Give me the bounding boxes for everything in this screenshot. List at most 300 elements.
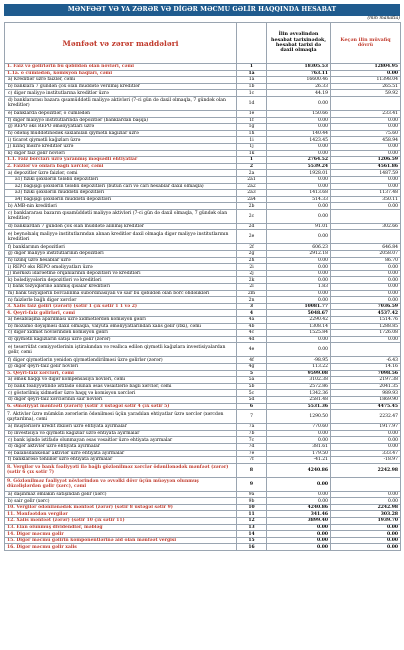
row-previous-value: 302.66: [331, 223, 401, 230]
row-label: a) əmək haqqı və digər kompensasiya növləri, cəmi: [5, 377, 237, 384]
table-row: [5, 290, 401, 297]
row-label: g) REPO əks REPO əməliyyatları üzrə: [5, 124, 237, 131]
row-previous-value: 1288.85: [331, 323, 401, 330]
table-row: [5, 544, 401, 551]
row-previous-value: 12804.95: [331, 64, 401, 71]
table-header-row: [5, 23, 401, 64]
row-code: 2k: [237, 277, 267, 284]
unit-label: (min manatla): [367, 16, 400, 21]
row-code: 1j: [237, 143, 267, 150]
row-previous-value: 0.00: [331, 183, 401, 190]
table-row: [5, 70, 401, 77]
row-previous-value: 0.00: [331, 284, 401, 291]
row-previous-value: 1514.76: [331, 317, 401, 324]
row-current-value: 0.00: [267, 537, 331, 544]
header-code: [237, 23, 267, 64]
row-label: 6. Əməliyyat mənfəəti (zərəri) (sətir 3 üstəgəl sətir 4 çıx sətir 5): [5, 403, 237, 410]
table-row: [5, 124, 401, 131]
table-row: [5, 511, 401, 518]
row-current-value: 0.00: [267, 264, 331, 271]
row-current-value: 2572.86: [267, 383, 331, 390]
row-current-value: 5048.67: [267, 310, 331, 317]
row-label: b) investisiya və qiymətli kağızlar üzrə ehtiyata ayırmalar: [5, 430, 237, 437]
row-code: 4f: [237, 357, 267, 364]
row-code: 5d: [237, 396, 267, 403]
row-current-value: 5539.24: [267, 163, 331, 170]
table-row: [5, 90, 401, 97]
row-label: n) faizlərlə bağlı digər xərclər: [5, 297, 237, 304]
row-previous-value: 7036.59: [331, 303, 401, 310]
row-current-value: 0.00: [267, 430, 331, 437]
header-name: Mənfəət və zərər maddələri: [5, 23, 237, 64]
row-code: 2b: [237, 203, 267, 210]
row-label: f) digər maliyyə institutlarında depozitlər (banklardan başqa): [5, 117, 237, 124]
row-label: a) hesablaşma aparılması üzrə xidmətlərdən komisyon gəliri: [5, 317, 237, 324]
row-code: 7c: [237, 437, 267, 444]
row-previous-value: 0.00: [331, 270, 401, 277]
row-current-value: 4240.86: [267, 463, 331, 477]
row-current-value: 0.00: [267, 277, 331, 284]
row-label: d) qiymətli kağızların satışı üzrə gəlir (zərər): [5, 336, 237, 343]
table-row: [5, 257, 401, 264]
row-code: 2i: [237, 264, 267, 271]
row-previous-value: 0.00: [331, 277, 401, 284]
row-label: a) depozitlər üzrə faizlər, cəmi: [5, 170, 237, 177]
table-row: [5, 244, 401, 251]
row-label: a1) fiziki şəxslərin tələbli depozitləri: [5, 176, 237, 183]
table-row: [5, 491, 401, 498]
row-current-value: 0.00: [267, 124, 331, 131]
row-code: 5b: [237, 383, 267, 390]
row-code: 9b: [237, 498, 267, 505]
table-row: [5, 524, 401, 531]
row-current-value: 2581.48: [267, 396, 331, 403]
row-code: 1g: [237, 124, 267, 131]
table-row: [5, 203, 401, 210]
row-label: a) Kreditlər üzrə faizlər, cəmi: [5, 77, 237, 84]
row-label: d) digər aktivlər üzrə ehtiyata ayırmalar: [5, 443, 237, 450]
row-label: a4) bağışığı şəxslərin müddətli depozitləri: [5, 196, 237, 203]
row-current-value: 0.00: [267, 117, 331, 124]
row-previous-value: 75.60: [331, 130, 401, 137]
row-current-value: 0.00: [267, 498, 331, 505]
table-row: [5, 383, 401, 390]
row-current-value: -41.21: [267, 457, 331, 464]
row-current-value: 1928.01: [267, 170, 331, 177]
row-label: 11. Mənfəətdən vergilər: [5, 511, 237, 518]
table-row: [5, 297, 401, 304]
table-row: [5, 336, 401, 343]
row-previous-value: 59.92: [331, 90, 401, 97]
row-previous-value: 0.00: [331, 176, 401, 183]
row-code: 2a2: [237, 183, 267, 190]
row-current-value: 0.00: [267, 209, 331, 223]
row-code: 14: [237, 531, 267, 538]
table-row: [5, 157, 401, 164]
row-label: 10. Vergilər ödənilənədək mənfəət (zərər) (sətir 8 üstəgəl sətir 9): [5, 504, 237, 511]
row-label: a3) fiziki şəxslərin müddətli depozitləri: [5, 190, 237, 197]
row-current-value: 0.00: [267, 437, 331, 444]
row-code: 2a1: [237, 176, 267, 183]
row-code: 3: [237, 303, 267, 310]
row-current-value: 2290.42: [267, 317, 331, 324]
table-row: [5, 477, 401, 491]
row-label: c) göstərilmiş xidmətlər üzrə haqq və komisyon xərcləri: [5, 390, 237, 397]
table-row: [5, 137, 401, 144]
row-previous-value: 646.84: [331, 244, 401, 251]
row-code: 11: [237, 511, 267, 518]
row-current-value: 0.00: [267, 343, 331, 357]
table-row: [5, 170, 401, 177]
row-label: l) bank təzyiqlərinə alınmış qısalar kreditləri: [5, 284, 237, 291]
row-label: c) digər maliyyə institutlarına kreditlər üzrə: [5, 90, 237, 97]
table-row: [5, 277, 401, 284]
row-previous-value: 0.00: [331, 297, 401, 304]
row-previous-value: 0.00: [331, 537, 401, 544]
row-label: g) digər qeyri-faiz gəlir növləri: [5, 363, 237, 370]
row-current-value: 0.00: [267, 176, 331, 183]
row-label: b) banklara 7 gündən çox olan müddətə verilmiş kreditlər: [5, 83, 237, 90]
row-label: m) bank təzyiqlərin borcalınma subordinasiyalı və sair bu qəbildən olan borc öhdəlikləri: [5, 290, 237, 297]
table-row: [5, 190, 401, 197]
row-label: 1. Faiz və gəlirlərin bu qəbildən olan növləri, cəmi: [5, 64, 237, 71]
row-current-value: 0.00: [267, 336, 331, 343]
table-row: [5, 390, 401, 397]
table-row: [5, 77, 401, 84]
row-current-value: 0.00: [267, 203, 331, 210]
table-row: [5, 110, 401, 117]
row-previous-value: 2232.47: [331, 410, 401, 424]
row-code: 7f: [237, 457, 267, 464]
row-previous-value: 1206.59: [331, 157, 401, 164]
row-label: d) banklararası bazara qısamüddətli maliyyə aktivləri (7-ci gün də daxil olmaqla, 7 gündək olan kreditlər): [5, 96, 237, 110]
row-code: 2m: [237, 290, 267, 297]
row-code: 1d: [237, 96, 267, 110]
row-code: 1a: [237, 70, 267, 77]
row-previous-value: 2242.98: [331, 463, 401, 477]
row-previous-value: 0.00: [331, 117, 401, 124]
row-code: 1b: [237, 83, 267, 90]
row-previous-value: 0.00: [331, 264, 401, 271]
table-row: [5, 117, 401, 124]
row-previous-value: 0.00: [331, 336, 401, 343]
row-code: 7b: [237, 430, 267, 437]
row-code: 1i: [237, 137, 267, 144]
row-label: i) ticarət qiymətli kağızları üzrə: [5, 137, 237, 144]
row-code: 2c: [237, 209, 267, 223]
table-row: [5, 183, 401, 190]
table-body: [5, 64, 401, 551]
row-current-value: 5531.36: [267, 403, 331, 410]
row-current-value: 770.60: [267, 424, 331, 431]
row-previous-value: 350.11: [331, 196, 401, 203]
row-label: a) daşınmaz əmlakın satışından gəlir (xərc): [5, 491, 237, 498]
row-code: 1k: [237, 150, 267, 157]
table-row: [5, 518, 401, 525]
row-code: 1a: [237, 77, 267, 84]
table-row: [5, 64, 401, 71]
row-code: 5: [237, 370, 267, 377]
row-code: 2a3: [237, 190, 267, 197]
row-current-value: 150.66: [267, 110, 331, 117]
row-code: 1: [237, 64, 267, 71]
row-previous-value: 4561.86: [331, 163, 401, 170]
row-label: b) mozamo dəyişməsi daxil olmaqla, valyuta əməliyyatlarından xalis gəlir (itki), cəmi: [5, 323, 237, 330]
table-row: [5, 437, 401, 444]
row-previous-value: 0.00: [331, 430, 401, 437]
row-code: 5a: [237, 377, 267, 384]
row-current-value: 0.00: [267, 257, 331, 264]
row-code: 6: [237, 403, 267, 410]
row-current-value: 113.22: [267, 363, 331, 370]
row-current-value: 140.44: [267, 130, 331, 137]
row-current-value: 1342.36: [267, 390, 331, 397]
row-label: 16. Digər məcmu gəlir xalis: [5, 544, 237, 551]
row-label: 4. Qeyri-faiz gəlirləri, cəmi: [5, 310, 237, 317]
row-label: c) digər xidmət növlərindən komisyon gəliri: [5, 330, 237, 337]
table-row: [5, 143, 401, 150]
table-row: [5, 443, 401, 450]
table-row: [5, 396, 401, 403]
row-current-value: 0.00: [267, 230, 331, 244]
row-previous-value: 989.93: [331, 390, 401, 397]
row-label: e) beynəlxalq maliyyə institutlarından alınan kreditlər daxil olmaqla digər maliyyə institutlarının kreditləri: [5, 230, 237, 244]
row-current-value: 0.00: [267, 270, 331, 277]
row-code: 12: [237, 518, 267, 525]
row-code: 1: [237, 157, 267, 164]
row-current-value: 16600.46: [267, 77, 331, 84]
row-label: g) digər maliyyə institutlarının depozitləri: [5, 251, 237, 258]
table-row: [5, 323, 401, 330]
table-row: [5, 370, 401, 377]
row-code: 4a: [237, 317, 267, 324]
row-previous-value: [331, 230, 401, 244]
row-code: 4: [237, 310, 267, 317]
row-current-value: 18305.53: [267, 64, 331, 71]
row-label: a) müştərilərə kredit itkiləri üzrə ehtiyata ayırmalar: [5, 424, 237, 431]
row-code: 9: [237, 477, 267, 491]
row-code: 10: [237, 504, 267, 511]
row-previous-value: 0.00: [331, 498, 401, 505]
row-label: c) banklararası bazarın qısamüddətli maliyyə aktivləri (7-ci gün də daxil olmaqla, 7 gündək olan kreditlər): [5, 209, 237, 223]
table-row: [5, 230, 401, 244]
table-row: [5, 531, 401, 538]
table-row: [5, 450, 401, 457]
header-previous-period: Keçən ilin müvafiq dövrü: [331, 23, 401, 64]
row-code: 4d: [237, 336, 267, 343]
row-previous-value: [331, 96, 401, 110]
row-previous-value: 333.47: [331, 450, 401, 457]
table-row: [5, 357, 401, 364]
row-code: 2d: [237, 223, 267, 230]
table-row: [5, 430, 401, 437]
row-label: a2) bağışığı şəxslərin tələbli depozitləri (bütün cari və cari hesablar daxil olmaqla): [5, 183, 237, 190]
row-current-value: 4240.86: [267, 504, 331, 511]
row-label: e) təsərrüfat cəmiyyətlərinin iştirakından və reallıca edilən qiymətli kağızlara investisiyalardan gəlir, cəmi: [5, 343, 237, 357]
row-current-value: 44.19: [267, 90, 331, 97]
row-code: 4c: [237, 330, 267, 337]
table-row: [5, 83, 401, 90]
table-row: [5, 150, 401, 157]
row-previous-value: 0.00: [331, 70, 401, 77]
row-code: 2j: [237, 270, 267, 277]
row-current-value: 2764.52: [267, 157, 331, 164]
row-previous-value: 265.51: [331, 83, 401, 90]
row-previous-value: 458.94: [331, 137, 401, 144]
row-previous-value: 2242.98: [331, 504, 401, 511]
row-code: 2a4: [237, 196, 267, 203]
row-current-value: 1290.50: [267, 410, 331, 424]
row-current-value: 1413.68: [267, 190, 331, 197]
row-code: 16: [237, 544, 267, 551]
row-current-value: 1525.84: [267, 330, 331, 337]
row-current-value: -98.95: [267, 357, 331, 364]
row-code: 2e: [237, 230, 267, 244]
report-title: MƏNFƏƏT VƏ YA ZƏRƏR VƏ DİGƏR MƏCMU GƏLİR HAQQINDA HESABAT: [4, 4, 400, 16]
table-row: [5, 196, 401, 203]
row-previous-value: 0.00: [331, 290, 401, 297]
table-row: [5, 176, 401, 183]
table-row: [5, 498, 401, 505]
row-current-value: 91.01: [267, 223, 331, 230]
row-code: 8: [237, 463, 267, 477]
row-previous-value: 1137.48: [331, 190, 401, 197]
row-code: 1h: [237, 130, 267, 137]
row-current-value: 0.00: [267, 290, 331, 297]
row-label: 14. Digər məcmu gəlir: [5, 531, 237, 538]
row-previous-value: 1939.70: [331, 518, 401, 525]
table-row: [5, 223, 401, 230]
table-row: [5, 251, 401, 258]
row-previous-value: 7098.56: [331, 370, 401, 377]
row-label: 7. Aktivlər üzrə mümkün zərərlərin ödənilməsi üçün yaradılan ehtiyatlar üzrə xərclər (xərcdən qaytarılma), cəmi: [5, 410, 237, 424]
row-current-value: 0.00: [267, 531, 331, 538]
table-row: [5, 330, 401, 337]
row-label: 1.1. Faiz borcları üzrə yaranmış məqsədli ehtiyatlar: [5, 157, 237, 164]
row-code: 1c: [237, 90, 267, 97]
row-previous-value: -6.43: [331, 357, 401, 364]
row-code: 7: [237, 410, 267, 424]
row-label: i) REPO əks REPO əməliyyatları üzrə: [5, 264, 237, 271]
row-current-value: 606.23: [267, 244, 331, 251]
table-row: [5, 96, 401, 110]
row-code: 7a: [237, 424, 267, 431]
row-label: f) digər qiymətlərin yenidən qiymətləndirilməsi üzrə gəlirlər (zərər): [5, 357, 237, 364]
row-label: j) lizinq məzrə kreditlər üzrə: [5, 143, 237, 150]
row-label: 13. Elan olunmuş dividendlər, məbləğ: [5, 524, 237, 531]
row-label: 9. Gözlənilməz fəaliyyət növlərindən və əvvəlki dövr üçün müəyyən olunmuş düzəlişlərdən gəlir (xərc), cəmi: [5, 477, 237, 491]
row-current-value: 0.00: [267, 183, 331, 190]
row-current-value: 0.00: [267, 96, 331, 110]
row-label: 15. Digər məcmu gəlirin komponentlərinə aid olan mənfəət vergisi: [5, 537, 237, 544]
row-previous-value: 0.00: [331, 443, 401, 450]
row-code: 4b: [237, 323, 267, 330]
table-row: [5, 363, 401, 370]
row-current-value: 9599.08: [267, 370, 331, 377]
row-label: 12. Xalis mənfəət (zərər) (sətir 10 çıx sətir 11): [5, 518, 237, 525]
row-code: 15: [237, 537, 267, 544]
row-current-value: 1423.45: [267, 137, 331, 144]
row-code: 2: [237, 163, 267, 170]
row-current-value: 26.33: [267, 83, 331, 90]
table-row: [5, 504, 401, 511]
row-code: 5c: [237, 390, 267, 397]
row-current-value: 179.50: [267, 450, 331, 457]
row-current-value: 3102.38: [267, 377, 331, 384]
row-previous-value: 2197.38: [331, 377, 401, 384]
row-previous-value: 0.00: [331, 531, 401, 538]
row-previous-value: 2041.35: [331, 383, 401, 390]
row-label: 3. Xalis faiz gəliri (zərəri) (sətir 1 çıx sətir 1 1 və 2): [5, 303, 237, 310]
row-label: c) bank işində istifadə olunmayan əsas vəsaitlər üzrə ehtiyata ayırmalar: [5, 437, 237, 444]
table-row: [5, 310, 401, 317]
row-code: 2a: [237, 170, 267, 177]
row-current-value: 2912.18: [267, 251, 331, 258]
row-previous-value: 0.00: [331, 143, 401, 150]
row-code: 2h: [237, 257, 267, 264]
row-current-value: 0.00: [267, 150, 331, 157]
row-code: 7d: [237, 443, 267, 450]
row-previous-value: -18.97: [331, 457, 401, 464]
row-label: d) digər qeyri-faiz xərclərinin sair növləri: [5, 396, 237, 403]
row-previous-value: 14.16: [331, 363, 401, 370]
table-row: [5, 377, 401, 384]
row-previous-value: 86.70: [331, 257, 401, 264]
table-row: [5, 303, 401, 310]
row-current-value: 763.11: [267, 70, 331, 77]
row-previous-value: 0.00: [331, 124, 401, 131]
row-previous-value: 1869.90: [331, 396, 401, 403]
row-previous-value: 4475.45: [331, 403, 401, 410]
table-row: [5, 463, 401, 477]
table-row: [5, 163, 401, 170]
table-row: [5, 317, 401, 324]
row-current-value: 0.00: [267, 491, 331, 498]
table-row: [5, 343, 401, 357]
row-current-value: 10081.77: [267, 303, 331, 310]
row-previous-value: 0.00: [331, 203, 401, 210]
row-current-value: 0.00: [267, 143, 331, 150]
row-previous-value: 233.41: [331, 110, 401, 117]
row-code: 9a: [237, 491, 267, 498]
row-previous-value: [331, 343, 401, 357]
row-previous-value: [331, 477, 401, 491]
row-previous-value: 1487.59: [331, 170, 401, 177]
row-label: d) banklardan 7 gündən çox olan müddətə alınmış kreditlər: [5, 223, 237, 230]
row-label: j) mərkəzi idarəetmə orqanlarının depozitləri və kreditləri: [5, 270, 237, 277]
row-code: 1e: [237, 110, 267, 117]
row-current-value: 0.00: [267, 297, 331, 304]
row-current-value: 0.00: [267, 544, 331, 551]
row-previous-value: [331, 209, 401, 223]
table-row: [5, 209, 401, 223]
row-current-value: 3899.40: [267, 518, 331, 525]
row-label: e) balansdankənar aktivlər üzrə ehtiyata ayırmalar: [5, 450, 237, 457]
row-code: 4g: [237, 363, 267, 370]
row-previous-value: 0.00: [331, 150, 401, 157]
row-current-value: 514.33: [267, 196, 331, 203]
row-label: b) sair gəlir (xərc): [5, 498, 237, 505]
row-previous-value: 2058.07: [331, 251, 401, 258]
row-label: b) bank fəaliyyətində istifadə olunan əsas vəsaitlərlə bağlı xərclər, cəmi: [5, 383, 237, 390]
row-label: e) banklarda depozitlər, o cümlədən: [5, 110, 237, 117]
row-previous-value: 1726.08: [331, 330, 401, 337]
row-previous-value: 4537.42: [331, 310, 401, 317]
row-label: 8. Vergilər və bank fəaliyyəti ilə bağlı gözlənilməz xərclər ödənilənədək mənfəət (zərər) (sətir 6 çıx sətir 7): [5, 463, 237, 477]
row-label: 1.1a. o cümlədən, komisyon haqları, cəmi: [5, 70, 237, 77]
table-row: [5, 457, 401, 464]
table-row: [5, 270, 401, 277]
